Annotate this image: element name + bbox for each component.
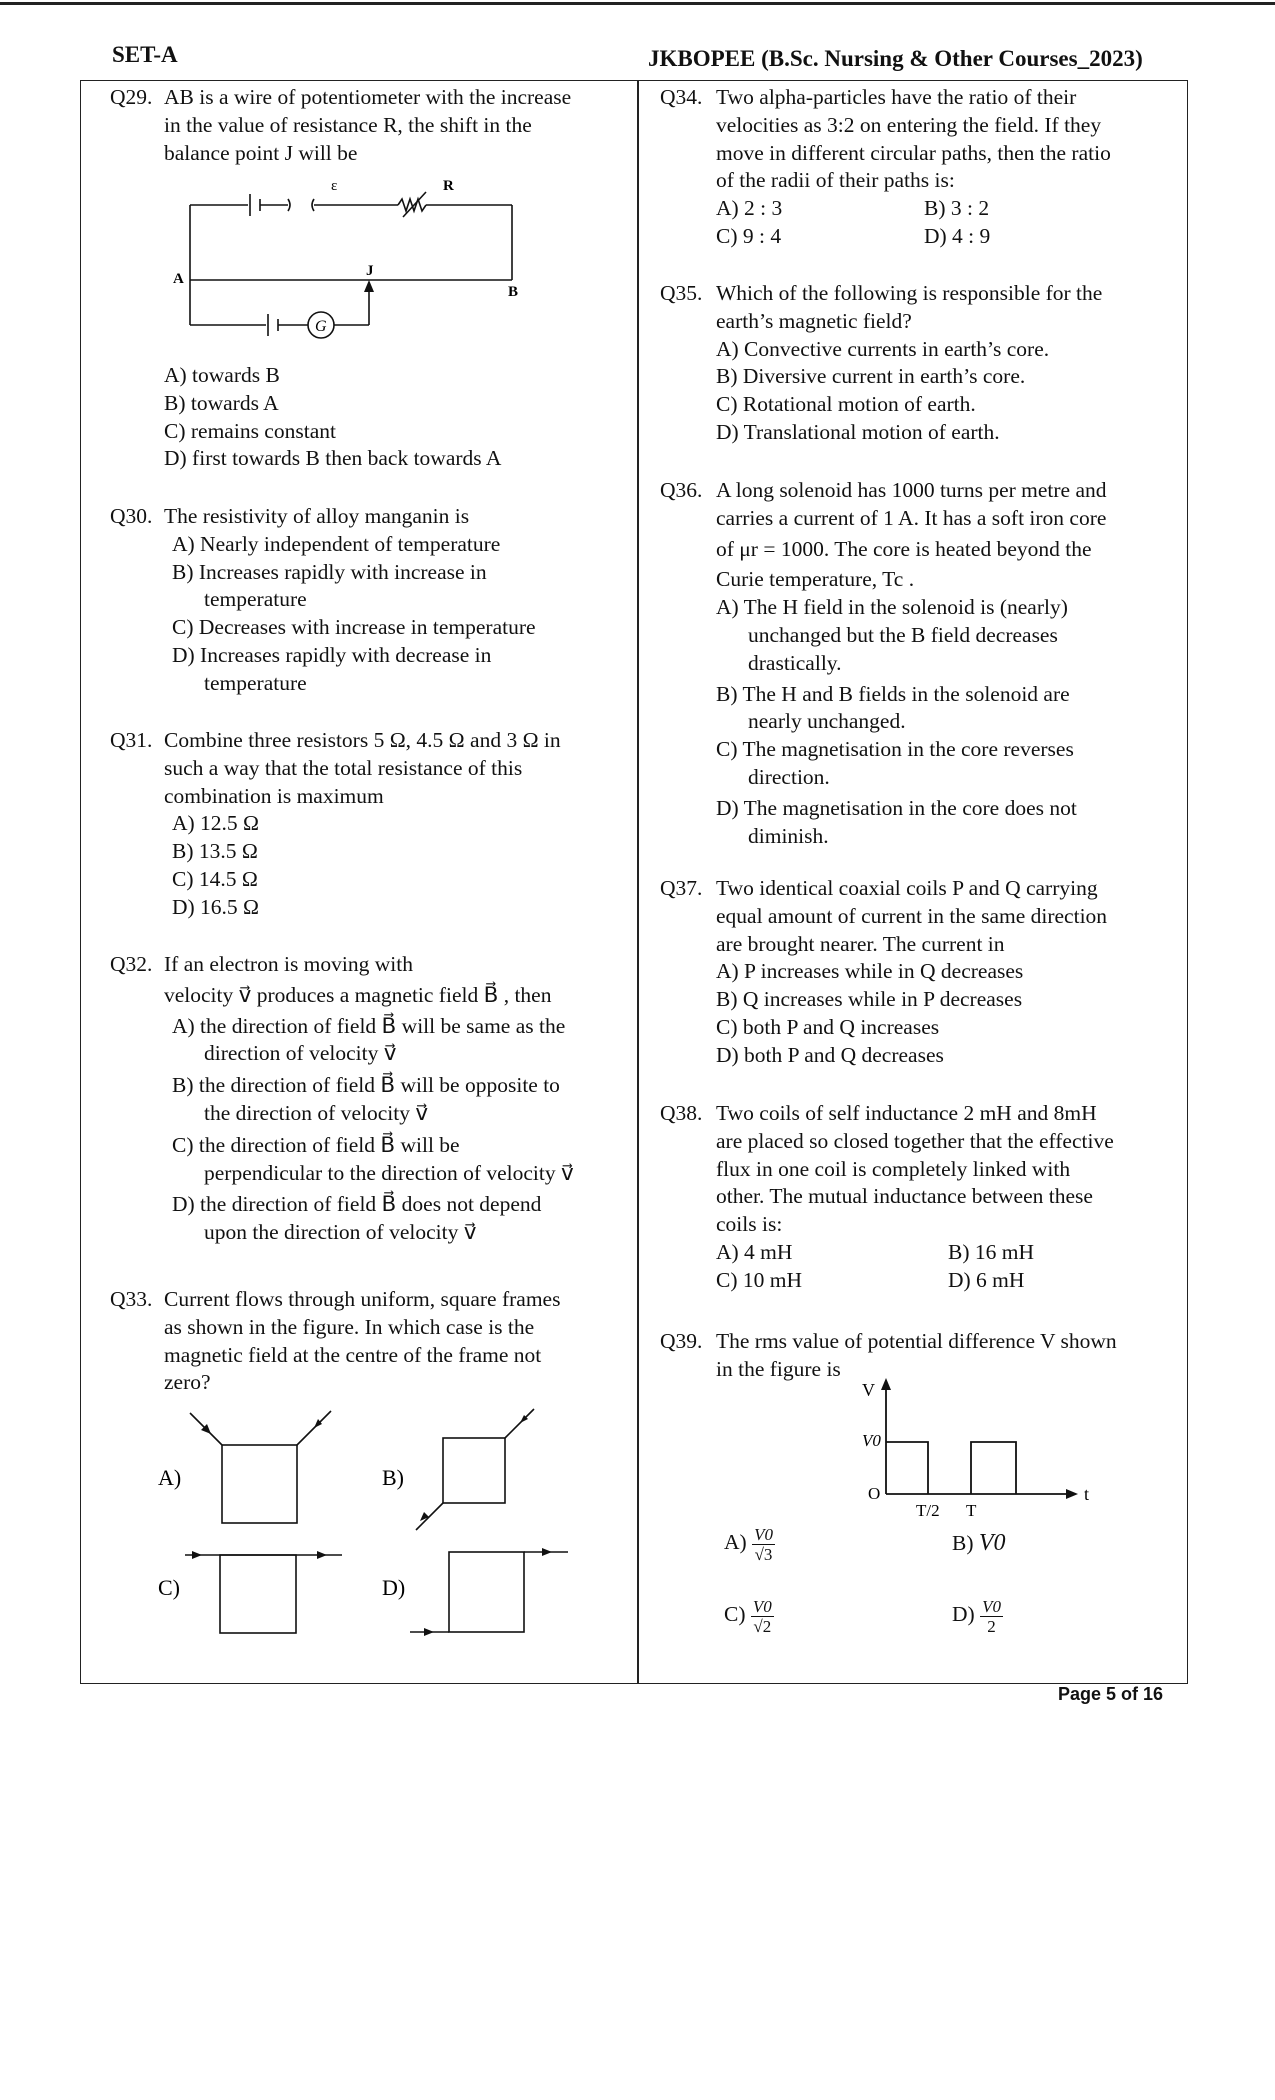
q39-option-a[interactable]: A) $\frac{V0}{√3}$ — [724, 1524, 773, 1564]
q39-option-b[interactable]: B) V0 — [952, 1530, 1006, 1557]
question-39: Q39. The rms value of potential difference V shown in the figure is — [660, 1329, 1117, 1381]
q35-option-b[interactable]: B) Diversive current in earth’s core. — [716, 364, 1026, 389]
q39-option-d[interactable]: D) $\frac{V0}{2}$ — [952, 1596, 1001, 1636]
frame-b-label: B) — [382, 1465, 404, 1490]
q30-option-a[interactable]: A) Nearly independent of temperature — [172, 531, 501, 556]
time-axis-label: t — [1084, 1484, 1090, 1504]
column-divider — [637, 80, 639, 1684]
q36-option-c[interactable]: C) The magnetisation in the core reverses — [716, 737, 1074, 762]
q31-option-c[interactable]: C) 14.5 Ω — [172, 866, 258, 891]
emf-label: ε — [331, 178, 338, 194]
q39-option-c[interactable]: C) $\frac{V0}{√2}$ — [724, 1596, 772, 1636]
frame-d-label: D) — [382, 1575, 406, 1600]
square-wave-figure — [856, 1372, 1096, 1528]
q31-option-a[interactable]: A) 12.5 Ω — [172, 811, 260, 836]
question-35: Q35. Which of the following is responsible for the earth’s magnetic field? A) Convective currents in earth’s core. B) Diversive current in earth’s core. C) Rotational motion of earth. D) Translational motion of earth. — [660, 280, 1185, 447]
question-34: Q34. Two alpha-particles have the ratio of their velocities as 3:2 on entering the field. If they move in different circular paths, then the ratio of the radii of their paths is: A) 2 : 3 B) 3 : 2 C) 9 : 4 D) 4 : 9 — [660, 84, 1185, 251]
potentiometer-circuit-figure — [170, 172, 520, 342]
q37-option-d[interactable]: D) both P and Q decreases — [716, 1042, 944, 1067]
q32-option-d[interactable]: D) the direction of field B⃗ does not depend — [172, 1192, 542, 1217]
point-a-label: A — [173, 271, 184, 287]
v-axis-label: V — [862, 1380, 875, 1400]
question-31: Q31. Combine three resistors 5 Ω, 4.5 Ω and 3 Ω in such a way that the total resistance of this combination is maximum A) 12.5 Ω B) 13.5 Ω C) 14.5 Ω D) 16.5 Ω — [110, 727, 630, 922]
q32-option-c[interactable]: C) the direction of field B⃗ will be — [172, 1132, 460, 1157]
q31-option-d[interactable]: D) 16.5 Ω — [172, 894, 260, 919]
q29-option-c[interactable]: C) remains constant — [164, 418, 336, 443]
q38-option-a[interactable]: A) 4 mH — [716, 1239, 793, 1264]
question-36: Q36. A long solenoid has 1000 turns per metre and carries a current of 1 A. It has a soft iron core of μr = 1000. The core is heated beyond the Curie temperature, Tc . A) The H field in the solenoid is (nearly) unchanged but the B field decreases drastically. B) The H and B fields in the solenoid are nearly unchanged. C) The magnetisation in the core reverses direction. D) The magnetisation in the core does not diminish. — [660, 477, 1185, 850]
exam-title: JKBOPEE (B.Sc. Nursing & Other Courses_2023) — [648, 46, 1143, 71]
question-30: Q30. The resistivity of alloy manganin is A) Nearly independent of temperature B) Increases rapidly with increase in temperature C) Decreases with increase in temperature D) Increases rapidly with decrease in temperature — [110, 503, 630, 698]
q38-option-d[interactable]: D) 6 mH — [948, 1267, 1025, 1292]
q30-option-c[interactable]: C) Decreases with increase in temperature — [172, 615, 536, 640]
q32-option-a[interactable]: A) the direction of field B⃗ will be same as the — [172, 1013, 566, 1038]
q37-option-c[interactable]: C) both P and Q increases — [716, 1014, 940, 1039]
q37-option-b[interactable]: B) Q increases while in P decreases — [716, 987, 1023, 1012]
q36-option-d[interactable]: D) The magnetisation in the core does not — [716, 795, 1077, 820]
q36-option-b[interactable]: B) The H and B fields in the solenoid are — [716, 681, 1070, 706]
frame-a-label: A) — [158, 1465, 182, 1490]
q34-option-d[interactable]: D) 4 : 9 — [924, 223, 991, 248]
question-38: Q38. Two coils of self inductance 2 mH and 8mH are placed so closed together that the effective flux in one coil is completely linked with other. The mutual inductance between these coils is: A) 4 mH B) 16 mH C) 10 mH D) 6 mH — [660, 1100, 1185, 1295]
q39-options — [724, 1518, 1124, 1646]
q38-option-c[interactable]: C) 10 mH — [716, 1267, 802, 1292]
question-32: Q32. If an electron is moving with velocity v⃗ produces a magnetic field B⃗ , then A) the direction of field B⃗ will be same as the direction of velocity v⃗ B) the direction of field B⃗ will be opposite to the direction of velocity v⃗ C) the direction of field B⃗ will be perpendicular to the direction of velocity v⃗ D) the direction of field B⃗ does not depend upon the direction of velocity v⃗ — [110, 951, 635, 1247]
q29-option-b[interactable]: B) towards A — [164, 390, 279, 415]
question-37: Q37. Two identical coaxial coils P and Q carrying equal amount of current in the same direction are brought nearer. The current in A) P increases while in Q decreases B) Q increases while in P decreases C) both P and Q increases D) both P and Q decreases — [660, 875, 1185, 1070]
q35-option-a[interactable]: A) Convective currents in earth’s core. — [716, 336, 1050, 361]
q31-option-b[interactable]: B) 13.5 Ω — [172, 839, 258, 864]
origin-label: O — [868, 1484, 881, 1503]
q29-option-a[interactable]: A) towards B — [164, 363, 280, 387]
point-b-label: B — [508, 284, 519, 300]
q30-option-d[interactable]: D) Increases rapidly with decrease in — [172, 642, 492, 667]
q29-options — [164, 362, 624, 473]
q30-option-b[interactable]: B) Increases rapidly with increase in — [172, 559, 487, 584]
top-rule — [0, 2, 1275, 5]
jockey-label: J — [366, 263, 374, 279]
q37-option-a[interactable]: A) P increases while in Q decreases — [716, 959, 1024, 984]
rheostat-label: R — [443, 178, 454, 194]
square-frames-figure — [150, 1405, 570, 1645]
question-29: Q29. AB is a wire of potentiometer with the increase in the value of resistance R, the shift in the balance point J will be — [110, 85, 572, 165]
q34-option-c[interactable]: C) 9 : 4 — [716, 223, 782, 248]
q34-option-b[interactable]: B) 3 : 2 — [924, 196, 990, 221]
q35-option-c[interactable]: C) Rotational motion of earth. — [716, 392, 976, 417]
q35-option-d[interactable]: D) Translational motion of earth. — [716, 419, 1000, 444]
set-label: SET-A — [112, 42, 178, 67]
galvanometer-label: G — [315, 318, 327, 335]
q29-option-d[interactable]: D) first towards B then back towards A — [164, 446, 502, 471]
page-number: Page 5 of 16 — [1058, 1684, 1164, 1704]
frame-c-label: C) — [158, 1575, 180, 1600]
period-label: T — [966, 1501, 977, 1520]
q32-option-b[interactable]: B) the direction of field B⃗ will be opposite to — [172, 1073, 560, 1098]
v0-label: V0 — [862, 1431, 881, 1450]
half-period-label: T/2 — [916, 1501, 940, 1520]
q34-option-a[interactable]: A) 2 : 3 — [716, 196, 783, 221]
question-33: Q33. Current flows through uniform, square frames as shown in the figure. In which case is the magnetic field at the centre of the frame not zero? — [110, 1287, 561, 1395]
q38-option-b[interactable]: B) 16 mH — [948, 1239, 1034, 1264]
q36-option-a[interactable]: A) The H field in the solenoid is (nearly) — [716, 595, 1068, 620]
